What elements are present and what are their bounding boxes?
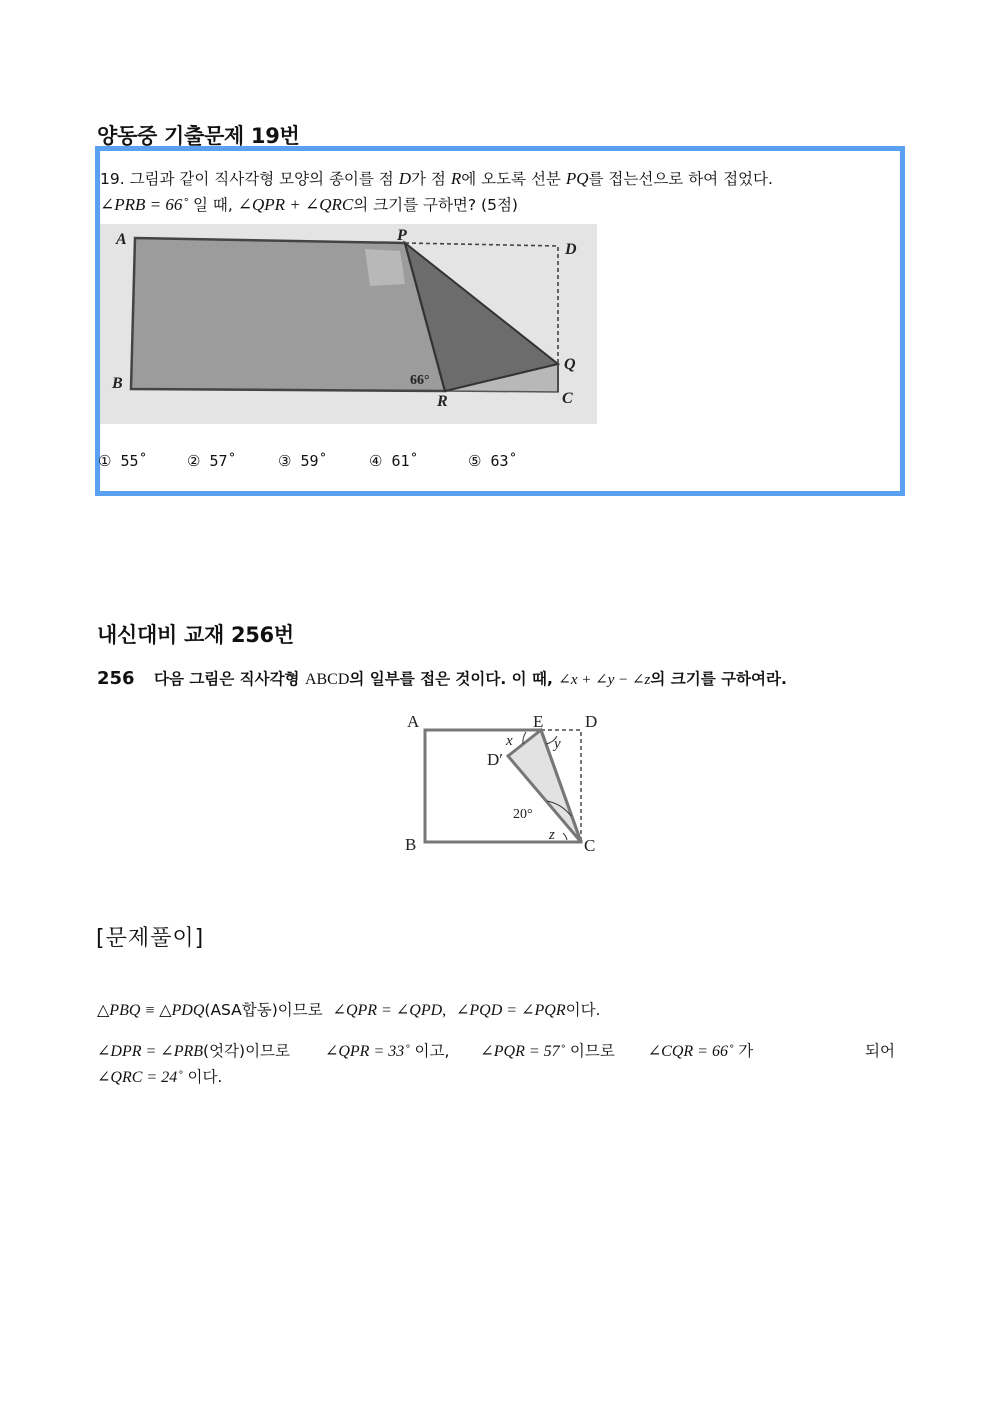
solution-line2 <box>97 1038 897 1065</box>
sol2-text-b: 이고, <box>414 1042 450 1060</box>
label-a2: A <box>407 712 420 731</box>
q256-text-b: 의 일부를 접은 것이다. 이 때, <box>349 670 553 688</box>
sol2-eq2: ∠QPR = 33˚ <box>324 1043 410 1060</box>
sol2-alt: (엇각) <box>203 1042 246 1060</box>
label-z: z <box>549 827 555 843</box>
choice-1: ① 55˚ <box>98 452 148 470</box>
solution-heading: [문제풀이] <box>96 926 205 951</box>
q19-text-e: 일 때, <box>192 196 233 214</box>
q19-text-b: 가 점 <box>411 170 446 188</box>
label-y: y <box>554 736 561 752</box>
paper-highlight <box>365 249 405 286</box>
q19-angle-sum: ∠QPR + ∠QRC <box>237 195 354 214</box>
label-d2: D <box>585 712 598 731</box>
sol2-eq3: ∠PQR = 57˚ <box>480 1043 565 1060</box>
label-e: E <box>533 712 544 731</box>
label-b2: B <box>405 835 417 854</box>
q19-line1 <box>100 166 895 192</box>
choice-4: ④ 61˚ <box>369 452 419 470</box>
sol1-text-a: 이므로 <box>277 1001 323 1019</box>
label-d-prime: D′ <box>487 750 503 769</box>
section2-heading: 내신대비 교재 256번 <box>97 623 294 647</box>
label-r: R <box>437 393 448 410</box>
sol1-asa: (ASA합동) <box>204 1001 278 1019</box>
q256-line <box>97 667 787 689</box>
q19-figure <box>100 224 597 424</box>
sol1-text-b: 이다. <box>565 1001 601 1019</box>
solution-line3 <box>97 1064 222 1091</box>
sol2-text-a: 이므로 <box>245 1042 290 1060</box>
q19-text-c: 에 오도록 선분 <box>461 170 561 188</box>
label-c: C <box>562 390 573 407</box>
q256-text-a: 다음 그림은 직사각형 <box>153 670 300 688</box>
q256-figure <box>395 706 615 866</box>
label-p: P <box>397 227 407 244</box>
sol3-text: 이다. <box>187 1068 223 1086</box>
q19-line2 <box>100 192 518 218</box>
sol1-eq2: ∠PQD = ∠PQR <box>456 1002 566 1019</box>
q19-angle-prb: ∠PRB = 66˚ <box>100 195 189 214</box>
q19-text-d: 를 접는선으로 하여 접었다. <box>588 170 773 188</box>
label-d: D <box>565 241 577 258</box>
q256-text-c: 의 크기를 구하여라. <box>650 670 787 688</box>
sol2-eq1: ∠DPR = ∠PRB <box>97 1043 204 1060</box>
sol1-eq1: ∠QPR = ∠QPD, <box>332 1002 447 1019</box>
q19-point-r: R <box>450 169 462 188</box>
label-angle-66: 66° <box>410 373 430 388</box>
sol2-text-c: 이므로 <box>569 1042 615 1060</box>
choice-2: ② 57˚ <box>187 452 237 470</box>
sol2-text-e: 되어 <box>865 1042 895 1060</box>
label-b: B <box>112 375 123 392</box>
choice-3: ③ 59˚ <box>278 452 328 470</box>
label-c2: C <box>584 836 596 855</box>
q19-text-a: 19. 그림과 같이 직사각형 모양의 종이를 점 <box>100 170 394 188</box>
label-x: x <box>506 733 513 749</box>
label-angle-20: 20° <box>513 807 533 822</box>
section1-heading: 양동중 기출문제 19번 <box>97 124 300 148</box>
q19-text-f: 의 크기를 구하면? (5점) <box>353 196 518 214</box>
label-a: A <box>116 231 127 248</box>
sol2-eq4: ∠CQR = 66˚ <box>647 1043 734 1060</box>
choice-5: ⑤ 63˚ <box>468 452 518 470</box>
q19-figure-svg <box>100 224 597 424</box>
solution-line1 <box>97 997 600 1024</box>
label-q: Q <box>564 356 576 373</box>
q256-abcd: ABCD <box>304 671 350 688</box>
sol1-congruence: △PBQ ≡ △PDQ <box>97 1002 205 1019</box>
q256-number: 256 <box>97 668 135 689</box>
q19-point-d: D <box>398 169 411 188</box>
sol2-text-d: 가 <box>738 1042 754 1060</box>
q256-expression: ∠x + ∠y − ∠z <box>558 672 651 688</box>
sol3-eq: ∠QRC = 24˚ <box>97 1069 183 1086</box>
q19-segment-pq: PQ <box>565 169 589 188</box>
